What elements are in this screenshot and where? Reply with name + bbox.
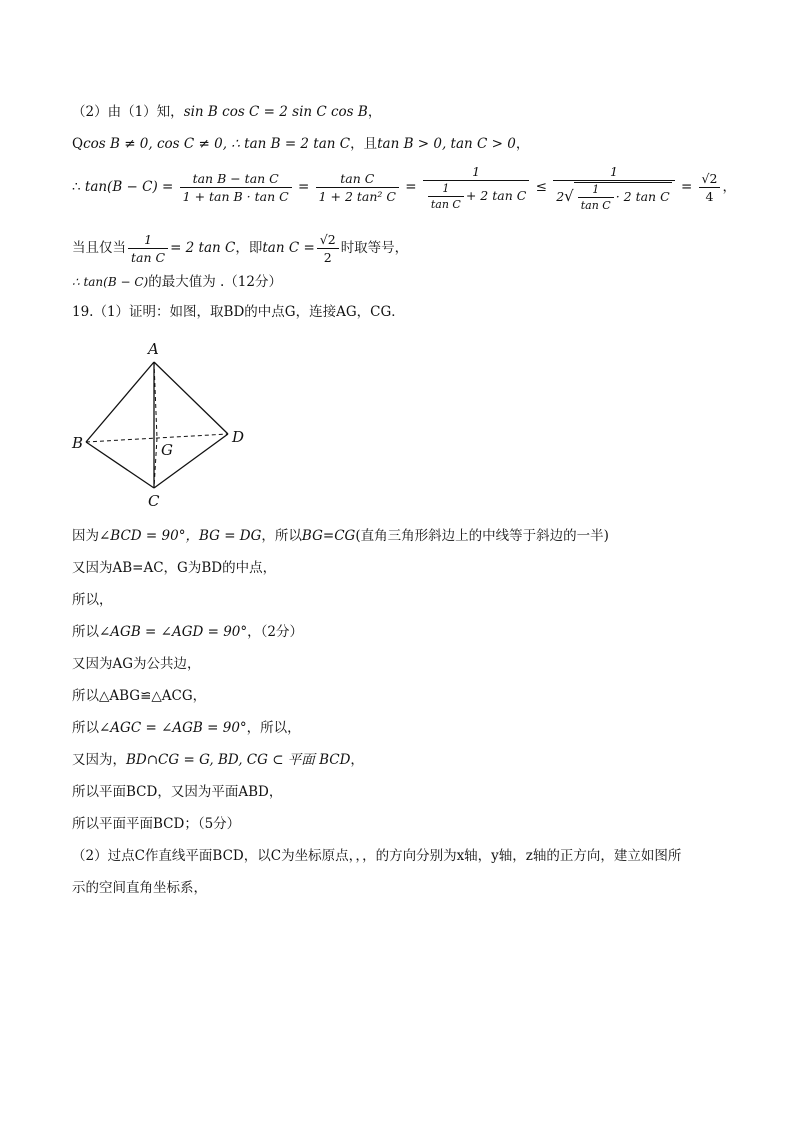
- line-angle-agc: 所以∠AGC = ∠AGB = 90°，所以，: [72, 720, 301, 736]
- label-C: C: [148, 492, 160, 510]
- line-plane-bcd: 所以平面BCD，又因为平面ABD，: [72, 784, 283, 800]
- label-A: A: [148, 340, 159, 358]
- line-because-right-angle: 因为∠BCD = 90°，BG = DG，所以BG=CG(直角三角形斜边上的中线等于斜边的一半): [72, 528, 609, 544]
- edge-AB: [86, 362, 154, 442]
- line-conditions: Qcos B ≠ 0, cos C ≠ 0, ∴ tan B = 2 tan C，且tan B > 0, tan C > 0，: [72, 136, 530, 152]
- fraction-result: $\frac{√2}{4}$: [699, 171, 721, 204]
- line-conclusion-part1: 所以平面平面BCD；（5分）: [72, 816, 241, 832]
- line-part2-setup: （2）过点C作直线平面BCD，以C为坐标原点，，，的方向分别为x轴，y轴，z轴的正方向，建立如图所: [72, 848, 682, 864]
- line-congruent: 所以△ABG≌△ACG，: [72, 688, 207, 704]
- line-common-side: 又因为AG为公共边，: [72, 656, 201, 672]
- fraction-4: 1 2√ $\frac{1}{\text{tan C}}$ · 2 tan C: [553, 164, 674, 212]
- label-G: G: [161, 441, 173, 459]
- line-so: 所以，: [72, 592, 113, 608]
- label-D: D: [232, 428, 245, 446]
- tetrahedron-figure: [66, 338, 266, 516]
- edge-AD: [154, 362, 228, 434]
- line-max-value: ∴ tan(B − C)的最大值为 .（12分）: [72, 274, 282, 290]
- line-equality-condition: 当且仅当 $\frac{1}{\text{tan C}}$ = 2 tan C，即tan C = $\frac{√2}{2}$ 时取等号，: [72, 232, 409, 265]
- line-part2-intro: （2）由（1）知，sin B cos C = 2 sin C cos B，: [72, 104, 382, 120]
- fraction-3: 1 $\frac{1}{\text{tan C}}$ + 2 tan C: [423, 164, 529, 211]
- fraction-1: $\frac{\text{tan B − tan C}}{\text{1 + tan B · tan C}}$: [180, 171, 292, 204]
- label-B: B: [72, 434, 84, 452]
- line-q19-proof-start: 19.（1）证明：如图，取BD的中点G，连接AG，CG．: [72, 304, 405, 320]
- fraction-2: $\frac{\text{tan C}}{\text{1 + 2 tan² C}}$: [316, 171, 399, 204]
- line-intersection: 又因为，BD∩CG = G, BD, CG ⊂ 平面 BCD，: [72, 752, 364, 768]
- line-coordinate-system: 示的空间直角坐标系，: [72, 880, 207, 896]
- line-angle-agb: 所以∠AGB = ∠AGD = 90°，（2分）: [72, 624, 303, 640]
- edge-BC: [86, 442, 154, 488]
- line-ab-eq-ac: 又因为AB=AC，G为BD的中点，: [72, 560, 277, 576]
- line-tan-derivation: ∴ tan(B − C) = $\frac{\text{tan B − tan C}}{\text{1 + tan B · tan C}}$ = $\frac{\text{tan C}}{\text{1 + 2 tan² C}}$ = 1 $\frac{1}{\text{tan C}}$ + 2 tan C ≤ 1 2√ $\frac{1}{\text{tan C}}$ · 2 tan C = $\frac{√2}{4}$ ，: [72, 163, 736, 212]
